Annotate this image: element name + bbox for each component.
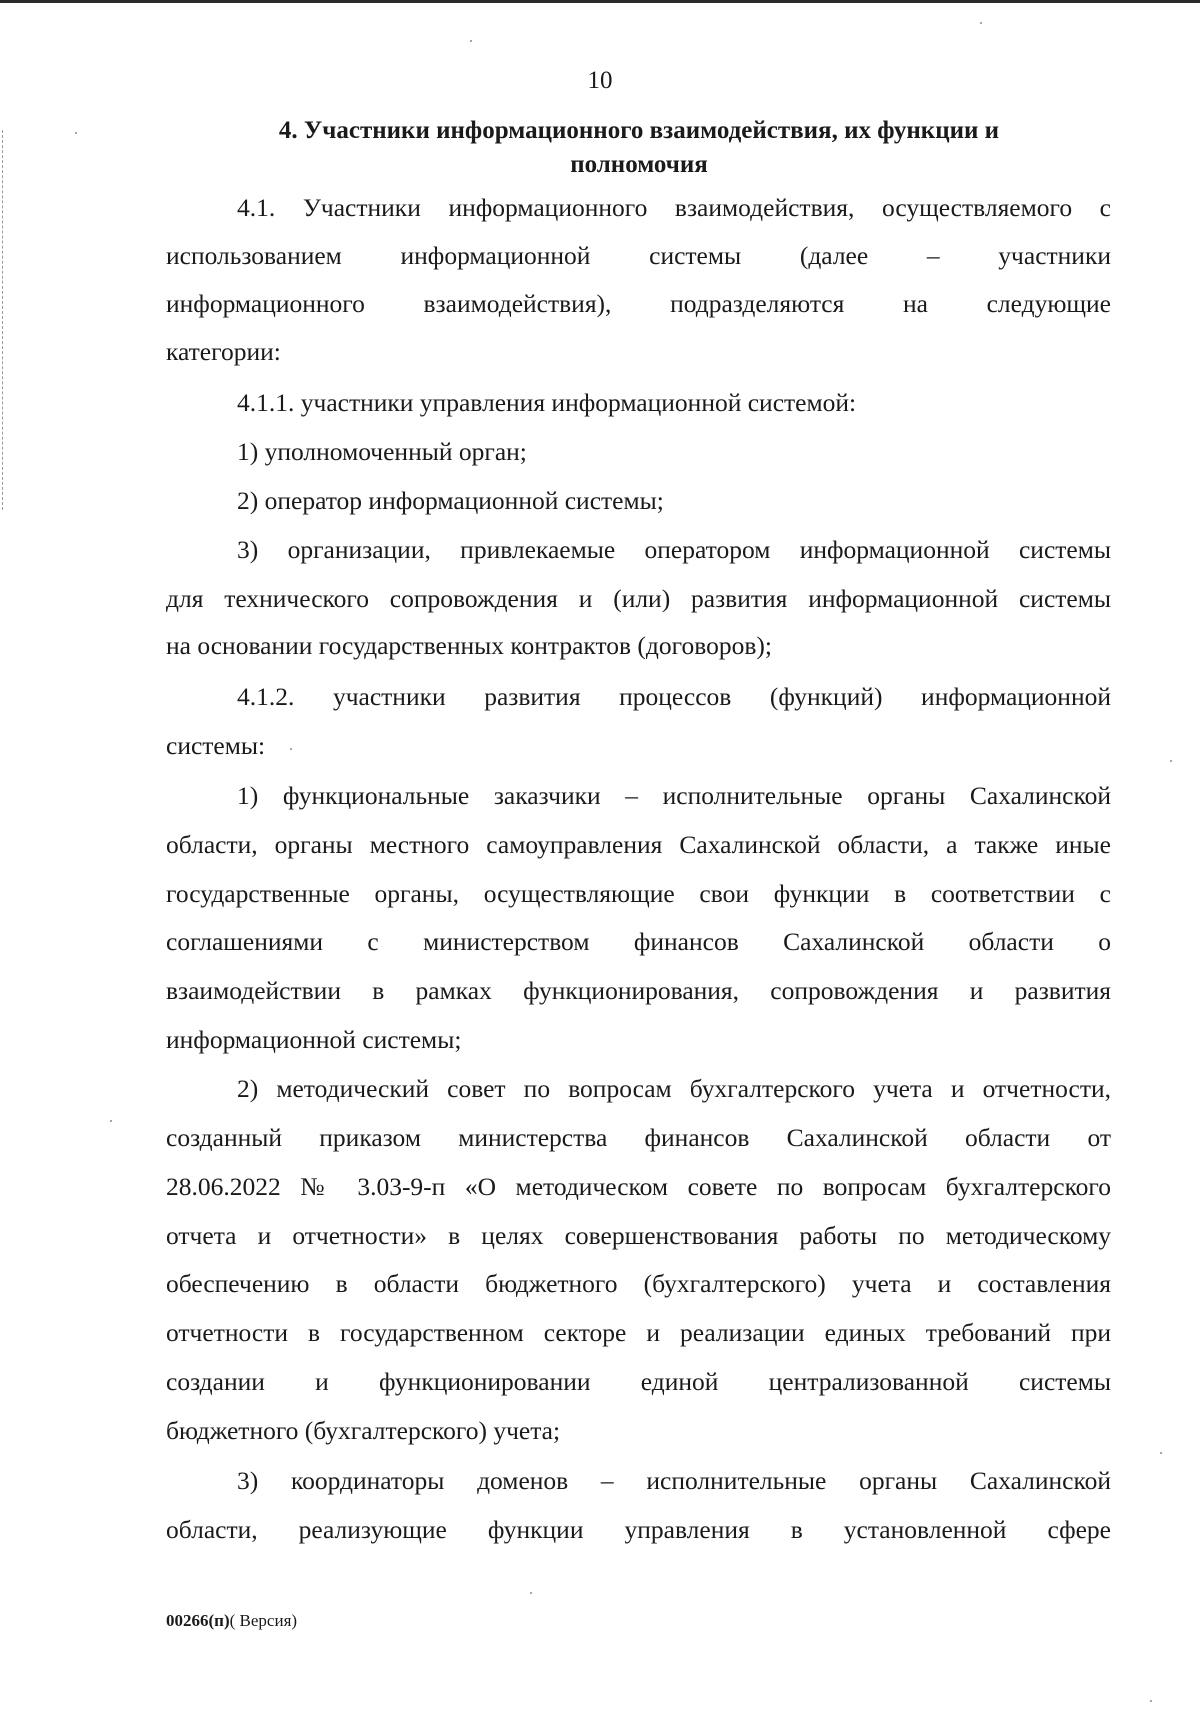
list-item: 2) оператор информационной системы; [237, 486, 664, 515]
body-line: системы: [166, 731, 266, 760]
top-border [0, 0, 1200, 3]
section-heading-line-2: полномочия [570, 151, 708, 178]
scan-speck [290, 748, 292, 750]
body-line: создании и функционировании единой централизованной системы [166, 1367, 1111, 1396]
body-line: 4.1. Участники информационного взаимодействия, осуществляемого с [237, 193, 1111, 222]
body-line: бюджетного (бухгалтерского) учета; [166, 1416, 561, 1445]
document-version: ( Версия) [229, 1611, 298, 1630]
list-item: 3) организации, привлекаемые оператором информационной системы [237, 535, 1111, 564]
body-line: области, органы местного самоуправления Сахалинской области, а также иные [166, 830, 1111, 859]
scan-speck [980, 22, 982, 24]
scan-speck [1160, 1452, 1162, 1454]
body-line: использованием информационной системы (далее – участники [166, 241, 1111, 270]
list-item: 1) уполномоченный орган; [237, 437, 527, 466]
body-line: отчетности в государственном секторе и реализации единых требований при [166, 1318, 1111, 1347]
list-item: 1) функциональные заказчики – исполнительные органы Сахалинской [237, 781, 1111, 810]
body-line: информационного взаимодействия), подразделяются на следующие [166, 289, 1111, 318]
body-line: отчета и отчетности» в целях совершенствования работы по методическому [166, 1221, 1111, 1250]
body-line: области, реализующие функции управления в установленной сфере [166, 1515, 1111, 1544]
scan-speck [1150, 1700, 1152, 1702]
section-heading [166, 114, 1112, 182]
scan-speck [1170, 760, 1172, 762]
scan-edge [2, 130, 4, 510]
body-line: соглашениями с министерством финансов Сахалинской области о [166, 927, 1111, 956]
body-line: обеспечению в области бюджетного (бухгалтерского) учета и составления [166, 1269, 1111, 1298]
document-code: 00266(п) [166, 1611, 230, 1630]
body-line: созданный приказом министерства финансов Сахалинской области от [166, 1123, 1111, 1152]
list-item: 3) координаторы доменов – исполнительные органы Сахалинской [237, 1466, 1111, 1495]
body-line: 28.06.2022 № 3.03-9-п «О методическом совете по вопросам бухгалтерского [166, 1172, 1111, 1201]
section-heading-line-1: 4. Участники информационного взаимодействия, их функции и [278, 117, 1000, 144]
body-line: взаимодействии в рамках функционирования, сопровождения и развития [166, 976, 1111, 1005]
list-item: 2) методический совет по вопросам бухгалтерского учета и отчетности, [237, 1074, 1111, 1103]
body-line: 4.1.1. участники управления информационной системой: [237, 388, 857, 417]
scan-speck [75, 132, 77, 134]
page-number: 10 [587, 67, 613, 94]
body-line: 4.1.2. участники развития процессов (функций) информационной [237, 682, 1111, 711]
body-line: категории: [166, 337, 281, 366]
body-line: информационной системы; [166, 1025, 462, 1054]
body-line: для технического сопровождения и (или) развития информационной системы [166, 584, 1111, 613]
scan-speck [530, 1592, 532, 1594]
body-line: государственные органы, осуществляющие свои функции в соответствии с [166, 879, 1111, 908]
scan-speck [470, 40, 472, 42]
scan-speck [110, 1120, 112, 1122]
body-line: на основании государственных контрактов (договоров); [166, 631, 772, 660]
document-footer [166, 1610, 297, 1632]
